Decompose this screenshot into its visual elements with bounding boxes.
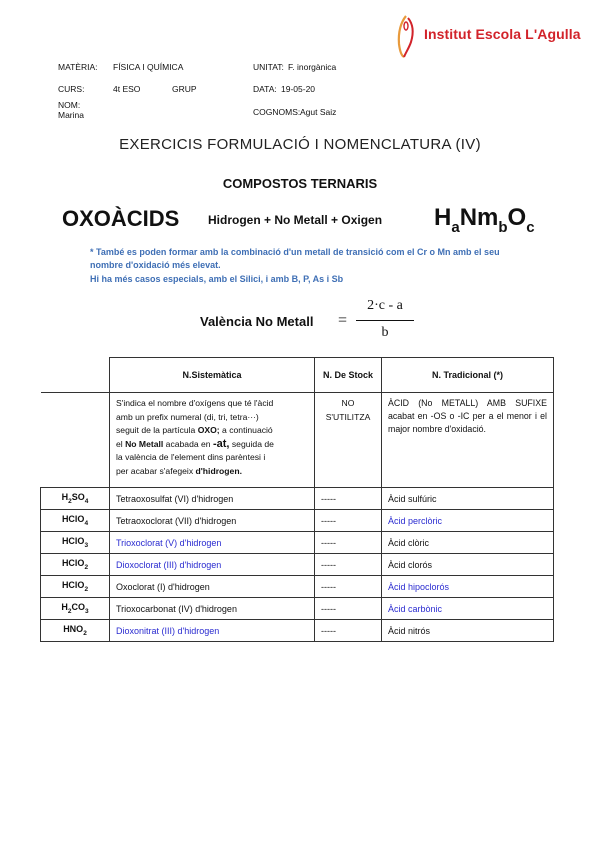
note-line: * També es poden formar amb la combinació d'un metall de transició com el Cr o Mn amb el seu <box>90 247 500 257</box>
fraction-bar <box>356 320 414 321</box>
stock-cell: ----- <box>315 532 382 554</box>
table-row <box>41 488 554 510</box>
note-line: Hi ha més casos especials, amb el Silici, i amb B, P, As i Sb <box>90 274 344 284</box>
unitat-value: F. inorgànica <box>288 62 337 72</box>
stock-cell: ----- <box>315 576 382 598</box>
curs-value: 4t ESO <box>113 84 141 94</box>
cognoms-label: COGNOMS: <box>253 107 301 117</box>
stock-cell: ----- <box>315 598 382 620</box>
school-logo <box>392 14 592 58</box>
table-row <box>41 598 554 620</box>
needle-logo-icon <box>392 14 422 58</box>
equals-sign: = <box>338 312 348 329</box>
valence-fraction <box>338 298 418 346</box>
tradicional-cell: Àcid clòric <box>382 532 554 554</box>
note-line: nombre d'oxidació més elevat. <box>90 260 221 270</box>
tradicional-cell: Àcid clorós <box>382 554 554 576</box>
sistematica-description: S'indica el nombre d'oxígens que té l'àcid amb un prefix numeral (di, tri, tetra···) seguit de la partícula OXO; a continuació el No Metall acabada en -at, seguida de la valència de l'element dins parèntesi i per acabar s'afegeix d'hidrogen. <box>110 393 315 488</box>
header-blank-cell <box>41 358 110 393</box>
sistematica-cell: Dioxoclorat (III) d'hidrogen <box>110 554 315 576</box>
materia-value: FÍSICA I QUÍMICA <box>113 62 184 72</box>
valence-numerator: 2·c - a <box>367 298 403 313</box>
stock-description: NO S'UTILITZA <box>315 393 382 488</box>
header-sistematica: N.Sistemàtica <box>110 358 315 393</box>
header-tradicional: N. Tradicional (*) <box>382 358 554 393</box>
data-value: 19-05-20 <box>281 84 316 94</box>
section-heading: OXOÀCIDS <box>62 206 180 231</box>
sistematica-cell: Trioxoclorat (V) d'hidrogen <box>110 532 315 554</box>
stock-cell: ----- <box>315 554 382 576</box>
tradicional-cell: Àcid perclòric <box>382 510 554 532</box>
stock-cell: ----- <box>315 620 382 642</box>
nom-value: Marina <box>58 110 84 120</box>
nomenclature-table <box>40 357 554 642</box>
table-row <box>41 576 554 598</box>
cognoms-value: Agut Saiz <box>300 107 337 117</box>
tradicional-cell: Àcid nitrós <box>382 620 554 642</box>
school-name: Institut Escola L'Agulla <box>424 26 581 42</box>
sistematica-cell: Tetraoxoclorat (VII) d'hidrogen <box>110 510 315 532</box>
formula-cell: HClO$_2$ <box>41 576 110 598</box>
unitat-label: UNITAT: <box>253 62 284 72</box>
formula-cell: $H_2SO_4$ <box>41 488 110 510</box>
tradicional-description: ÀCID (No METALL) AMB SUFIXE acabat en -OS o -IC per a el menor i el major nombre d'oxidació. <box>382 393 554 488</box>
sistematica-cell: Trioxocarbonat (IV) d'hidrogen <box>110 598 315 620</box>
materia-label: MATÈRIA: <box>58 62 98 72</box>
table-header-row <box>41 358 554 393</box>
valence-denominator: b <box>381 325 389 340</box>
formula-cell: $H_2CO_3$ <box>41 598 110 620</box>
stock-cell: ----- <box>315 510 382 532</box>
sistematica-cell: Tetraoxosulfat (VI) d'hidrogen <box>110 488 315 510</box>
valence-label: València No Metall <box>200 314 314 329</box>
sistematica-cell: Oxoclorat (I) d'hidrogen <box>110 576 315 598</box>
formula-cell: $HNO_2$ <box>41 620 110 642</box>
stock-cell: ----- <box>315 488 382 510</box>
tradicional-cell: Àcid sulfúric <box>382 488 554 510</box>
composition-rule: Hidrogen + No Metall + Oxigen <box>208 213 383 227</box>
formula-cell: HClO$_2$ <box>41 554 110 576</box>
page-title: EXERCICIS FORMULACIÓ I NOMENCLATURA (IV) <box>119 136 481 153</box>
page-subtitle: COMPOSTOS TERNARIS <box>222 176 378 191</box>
description-blank-cell <box>41 393 110 488</box>
description-row <box>41 393 554 488</box>
formula-cell: HClO$_3$ <box>41 532 110 554</box>
grup-label: GRUP <box>172 84 197 94</box>
nom-label: NOM: <box>58 100 81 110</box>
table-row <box>41 620 554 642</box>
table-row <box>41 510 554 532</box>
table-row <box>41 532 554 554</box>
data-label: DATA: <box>253 84 277 94</box>
formula-cell: HClO$_4$ <box>41 510 110 532</box>
tradicional-cell: Àcid hipoclorós <box>382 576 554 598</box>
curs-label: CURS: <box>58 84 85 94</box>
tradicional-cell: Àcid carbònic <box>382 598 554 620</box>
general-formula: $H_aNm_bO_c$ <box>434 204 535 236</box>
sistematica-cell: Dioxonitrat (III) d'hidrogen <box>110 620 315 642</box>
table-row <box>41 554 554 576</box>
header-stock: N. De Stock <box>315 358 382 393</box>
